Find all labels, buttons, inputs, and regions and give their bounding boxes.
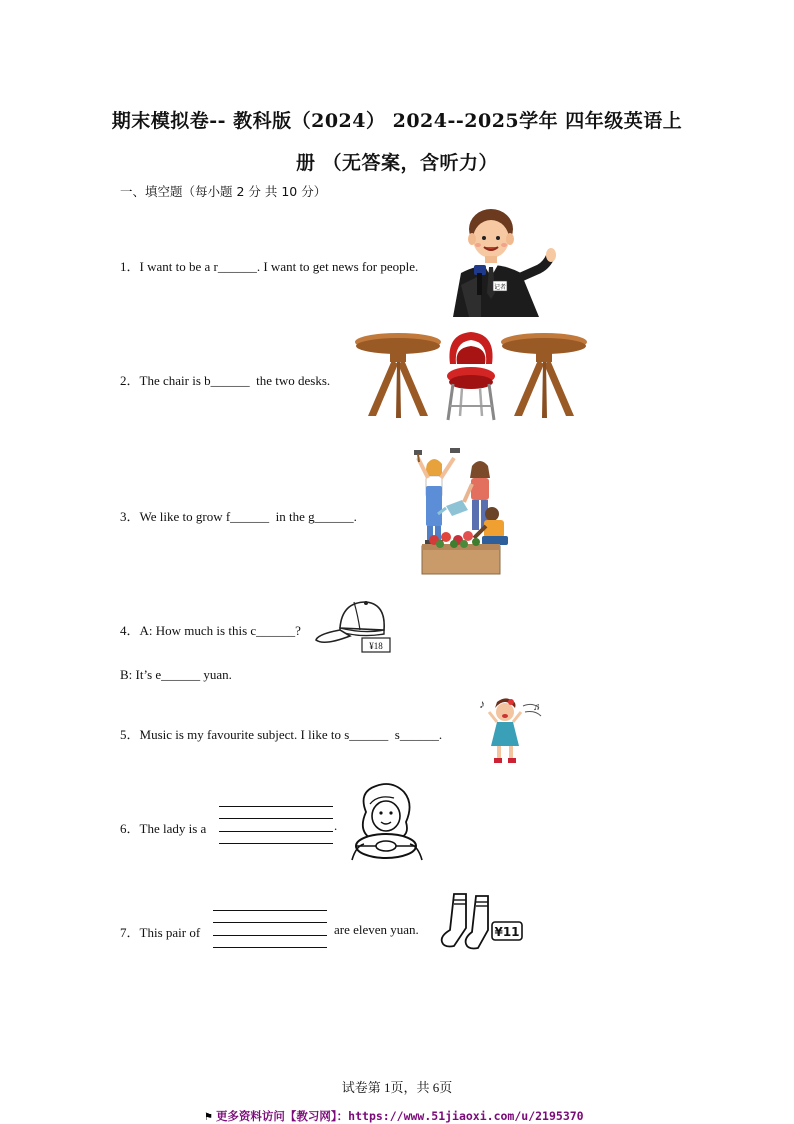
question-6: [120, 818, 206, 837]
resource-link-banner[interactable]: [205, 1108, 584, 1124]
question-3: [120, 506, 357, 525]
page-number-footer: 试卷第 1页，共 6页: [341, 1080, 453, 1095]
question-text: This pair of: [139, 925, 201, 940]
chair-between-desks-illustration: [354, 330, 588, 424]
question-text: We like to grow f______ in the g______.: [139, 509, 357, 524]
question-number: 4．: [120, 623, 140, 638]
question-number: 3．: [120, 509, 140, 524]
page-title-line-2: 册 （无答案，含听力）: [295, 152, 499, 174]
question-number: 5．: [120, 727, 140, 742]
question-number: 2．: [120, 373, 140, 388]
question-text: Music is my favourite subject. I like to s______ s______.: [139, 727, 443, 742]
cap-illustration: [314, 598, 396, 656]
badge-label: 记者: [493, 284, 507, 291]
price-tag-label: ¥18: [369, 641, 383, 651]
children-gardening-illustration: [410, 448, 514, 578]
question-number: 1．: [120, 259, 140, 274]
singing-girl-illustration: [475, 694, 545, 768]
answer-line: [219, 843, 333, 844]
question-4-answer-line: B: It’s e______ yuan.: [120, 667, 232, 682]
question-4: [120, 620, 301, 639]
question-number: 7．: [120, 925, 140, 940]
question-7-tail: are eleven yuan.: [334, 922, 419, 937]
answer-line: [219, 806, 333, 807]
question-6-end-punctuation: .: [334, 818, 338, 833]
svg-text:♫: ♫: [533, 702, 541, 713]
section-heading: 一、填空题（每小题 2 分 共 10 分）: [120, 184, 327, 199]
reporter-illustration: [447, 205, 557, 317]
question-5: [120, 724, 442, 743]
svg-text:♪: ♪: [479, 697, 485, 711]
price-tag-label: ¥11: [494, 925, 520, 939]
page-title-line-1: 期末模拟卷-- 教科版（2024） 2024--2025学年 四年级英语上: [111, 110, 683, 132]
answer-line: [213, 947, 327, 948]
question-7: [120, 922, 200, 941]
answer-line: [213, 910, 327, 911]
question-text: The chair is b______ the two desks.: [139, 373, 331, 388]
question-text: The lady is a: [139, 821, 207, 836]
answer-line: [219, 818, 333, 819]
question-number: 6．: [120, 821, 140, 836]
question-2: [120, 370, 330, 389]
resource-link-text[interactable]: 更多资料访问【教习网】：https://www.51jiaoxi.com/u/2195370: [215, 1109, 584, 1123]
answer-line: [213, 922, 327, 923]
question-1: [120, 256, 418, 275]
question-text: A: How much is this c______?: [139, 623, 301, 638]
socks-illustration: [440, 890, 526, 952]
flag-icon: ⚑: [205, 1109, 212, 1123]
woman-driver-illustration: [348, 782, 426, 862]
answer-line: [219, 831, 333, 832]
answer-line: [213, 935, 327, 936]
question-text: I want to be a r______. I want to get news for people.: [139, 259, 419, 274]
